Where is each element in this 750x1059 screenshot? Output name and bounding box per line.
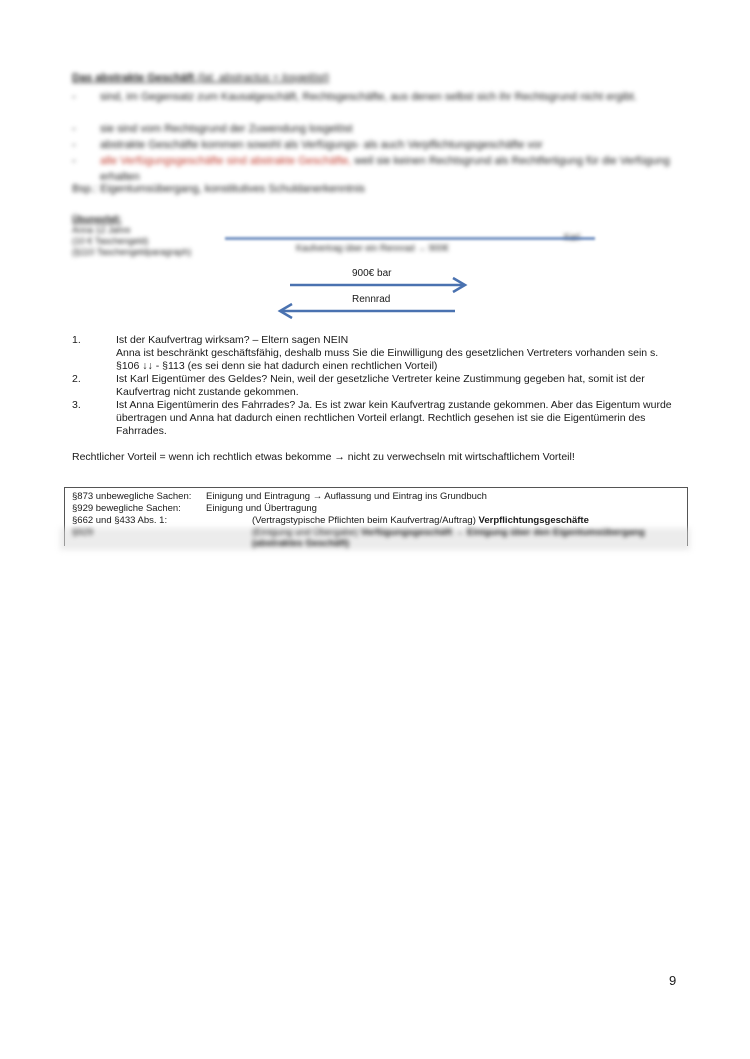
bullet-text-rest: weil sie keinen Rechtsgrund als Rechtfertigung für die Verfügung erhalten bbox=[100, 155, 670, 183]
example-line-2: (10 € Taschengeld) bbox=[72, 236, 149, 246]
exchange-arrows bbox=[0, 0, 750, 330]
row-desc-bold: Verfügungsgeschäft → Einigung über den Eigentumsübergang (abstraktes Geschäft) bbox=[252, 527, 645, 549]
row-law: §929 bewegliche Sachen: bbox=[72, 503, 181, 514]
bullet-dash: - bbox=[72, 123, 76, 135]
row-law: §662 und §433 Abs. 1: bbox=[72, 515, 168, 526]
question-number: 2. bbox=[72, 373, 81, 385]
summary-row bbox=[72, 515, 589, 526]
row-desc-plain: (Vertragstypische Pflichten beim Kaufvertrag/Auftrag) bbox=[252, 515, 476, 526]
arrow-top-label: 900€ bar bbox=[352, 268, 392, 279]
contract-label: Kaufvertrag über ein Rennrad → 900€ bbox=[296, 243, 449, 253]
example-line: Bsp.: Eigentumsübergang, konstitutives Schuldanerkenntnis bbox=[72, 183, 365, 195]
row-law: §929 bbox=[72, 527, 94, 538]
row-desc: Einigung und Übertragung bbox=[206, 503, 317, 514]
question-number: 1. bbox=[72, 334, 81, 346]
bullet-dash: - bbox=[72, 139, 76, 151]
arrow-bottom-label: Rennrad bbox=[352, 294, 391, 305]
question-list bbox=[72, 334, 682, 438]
question-text: Ist Karl Eigentümer des Geldes? Nein, weil der gesetzliche Vertreter keine Zustimmung gegeben hat, somit ist der Kaufvertrag nicht zustande gekommen. bbox=[116, 373, 645, 398]
row-desc bbox=[252, 515, 589, 526]
row-desc-bold: Verpflichtungsgeschäfte bbox=[475, 515, 589, 526]
arrow-left bbox=[280, 304, 455, 318]
bullet-text: abstrakte Geschäfte kommen sowohl als Verfügungs- als auch Verpflichtungsgeschäfte vor bbox=[100, 139, 543, 151]
row-law: §873 unbewegliche Sachen: bbox=[72, 491, 192, 502]
note-line: Rechtlicher Vorteil = wenn ich rechtlich etwas bekomme → nicht zu verwechseln mit wirtschaftlichem Vorteil! bbox=[72, 451, 575, 463]
summary-row bbox=[72, 503, 317, 514]
question-text: Ist Anna Eigentümerin des Fahrrades? Ja. Es ist zwar kein Kaufvertrag zustande gekommen. Aber das Eigentum wurde übertragen und Anna hat dadurch einen rechtlichen Vorteil erlangt. Rechtlich gesehen ist sie die Eigentümerin des Fahrrades. bbox=[116, 399, 672, 437]
row-desc bbox=[252, 527, 682, 549]
row-desc-plain: (Einigung und Übergabe) bbox=[252, 527, 359, 538]
arrow-right bbox=[290, 278, 465, 292]
page-number: 9 bbox=[669, 973, 677, 988]
question-number: 3. bbox=[72, 399, 81, 411]
row-desc: Einigung und Eintragung → Auflassung und Eintrag ins Grundbuch bbox=[206, 491, 487, 502]
summary-row bbox=[72, 491, 487, 502]
bullet-text-red: alle Verfügungsgeschäfte sind abstrakte Geschäfte, bbox=[100, 155, 352, 167]
example-line-3: (§110 Taschengeldparagraph) bbox=[72, 247, 192, 257]
bullet-text: sind, im Gegensatz zum Kausalgeschäft, Rechtsgeschäfte, aus denen selbst sich ihr Rechtsgrund nicht ergibt. bbox=[100, 91, 637, 103]
question-item bbox=[72, 334, 682, 373]
question-item bbox=[72, 399, 682, 438]
bullet-dash: - bbox=[72, 155, 76, 167]
question-item bbox=[72, 373, 682, 399]
answer-text: Anna ist beschränkt geschäftsfähig, deshalb muss Sie die Einwilligung des gesetzlichen Vertreters vorhanden sein s. §106 ↓↓ - §113 (es sei denn sie hat dadurch einen rechtlichen Vorteil) bbox=[116, 347, 659, 372]
section-title-suffix: (lat. abstractus = losgelöst) bbox=[197, 72, 330, 84]
bullet-dash: - bbox=[72, 91, 76, 103]
example-line-1: Anna 12 Jahre bbox=[72, 225, 131, 235]
question-text: Ist der Kaufvertrag wirksam? – Eltern sagen NEIN bbox=[116, 334, 349, 346]
summary-row-blurred bbox=[72, 527, 682, 549]
section-title-text: Das abstrakte Geschäft bbox=[72, 72, 195, 84]
example-heading: Übungsfall: bbox=[72, 214, 122, 224]
bullet-text: sie sind vom Rechtsgrund der Zuwendung losgelöst bbox=[100, 123, 353, 135]
